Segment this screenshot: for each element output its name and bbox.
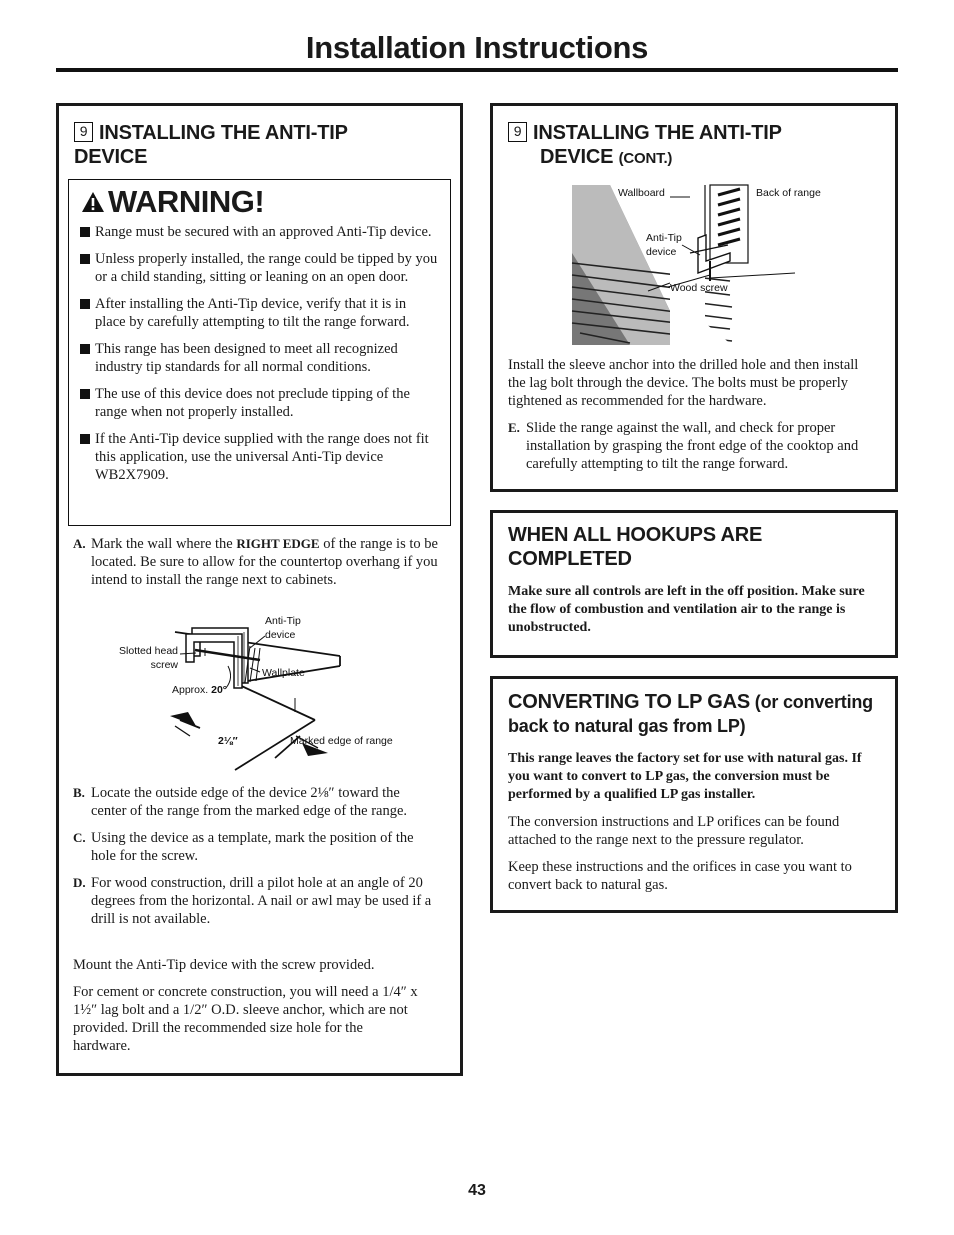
- label-anti-tip: Anti-Tip: [646, 232, 682, 244]
- label-slotted-head: Slotted head: [119, 645, 178, 657]
- step-text: For wood construction, drill a pilot hole at an angle of 20 degrees from the horizontal. A nail or awl may be used if a drill is not available.: [91, 875, 432, 927]
- warning-item: This range has been designed to meet all recognized industry tip standards for all normal conditions.: [79, 340, 439, 376]
- page-title: Installation Instructions: [305, 30, 649, 65]
- step-b: [73, 784, 438, 820]
- anti-tip-heading: [74, 121, 414, 169]
- lp-gas-bold-paragraph: This range leaves the factory set for use with natural gas. If you want to convert to LP gas, the conversion must be performed by a qualified LP gas installer.: [508, 751, 862, 802]
- step-text: Using the device as a template, mark the position of the hole for the screw.: [91, 830, 414, 864]
- warning-title: [81, 184, 264, 220]
- sleeve-anchor-paragraph: Install the sleeve anchor into the drilled hole and then install the lag bolt through the device. The bolts must be properly tightened as recommended for the hardware.: [508, 357, 859, 409]
- warning-item: The use of this device does not preclude tipping of the range when not properly installed.: [79, 385, 439, 421]
- anti-tip-cont-heading: [508, 121, 868, 171]
- label-wallplate: Wallplate: [262, 667, 305, 679]
- anti-tip-range-diagram: [570, 183, 840, 345]
- anti-tip-wall-diagram: [100, 608, 420, 778]
- label-back-of-range: Back of range: [756, 187, 821, 199]
- lp-gas-heading-main: CONVERTING TO LP GAS: [508, 691, 750, 713]
- step-d: [73, 874, 438, 928]
- label-device: device: [646, 246, 677, 258]
- label-anti-tip: Anti-Tip: [265, 615, 301, 627]
- step-a-list: [73, 535, 438, 598]
- title-rule: [56, 68, 898, 72]
- step-letter: B.: [73, 785, 85, 800]
- label-wallboard: Wallboard: [618, 187, 665, 199]
- warning-item: If the Anti-Tip device supplied with the range does not fit this application, use the universal Anti-Tip device WB2X7909.: [79, 430, 439, 484]
- steps-bcd: [73, 784, 438, 937]
- step-e: [508, 419, 878, 473]
- cement-paragraph: For cement or concrete construction, you will need a 1/4″ x 1½″ lag bolt and a 1/2″ O.D. sleeve anchor, which are not provided. Drill the recommended size hole for the hardware.: [73, 984, 418, 1054]
- label-marked-edge: Marked edge of range: [290, 735, 393, 747]
- label-approx: [172, 684, 227, 696]
- label-wood-screw: Wood screw: [670, 282, 728, 294]
- warning-box: [68, 179, 451, 526]
- step-c: [73, 829, 438, 865]
- step-letter: A.: [73, 536, 86, 551]
- warning-item: Unless properly installed, the range could be tipped by you or a child standing, sitting or leaning on an open door.: [79, 250, 439, 286]
- step-e-list: [508, 419, 878, 482]
- warning-item: After installing the Anti-Tip device, verify that it is in place by carefully attempting to tilt the range forward.: [79, 295, 439, 331]
- lp-gas-paragraph-2: The conversion instructions and LP orifices can be found attached to the range next to the pressure regulator.: [508, 814, 840, 848]
- step-a: [73, 535, 438, 589]
- step-letter: C.: [73, 830, 86, 845]
- warning-list: [79, 223, 439, 493]
- hookups-paragraph: Make sure all controls are left in the off position. Make sure the flow of combustion and ventilation air to the range is unobstructed.: [508, 584, 865, 635]
- mount-paragraph: Mount the Anti-Tip device with the screw provided.: [73, 957, 375, 973]
- page-number: 43: [468, 1182, 486, 1199]
- step-a-text-before: Mark the wall where the: [91, 536, 237, 552]
- label-device: device: [265, 629, 296, 641]
- lp-gas-paragraph-3: Keep these instructions and the orifices in case you want to convert back to natural gas.: [508, 859, 852, 893]
- step-text: Slide the range against the wall, and check for proper installation by grasping the front edge of the cooktop and carefully attempting to tilt the range forward.: [526, 420, 859, 472]
- step-a-text-after: of the range is to be located. Be sure to allow for the countertop overhang if you intend to install the range next to cabinets.: [91, 536, 438, 588]
- label-screw: screw: [150, 659, 178, 671]
- label-approx-word: Approx.: [172, 684, 212, 696]
- hookups-heading: WHEN ALL HOOKUPS ARE COMPLETED: [508, 524, 763, 570]
- warning-triangle-icon: [81, 191, 105, 213]
- section-title-line2: DEVICE: [540, 146, 614, 168]
- step-number: 9: [508, 122, 527, 142]
- step-number: 9: [74, 122, 93, 142]
- step-a-emphasis: RIGHT EDGE: [236, 536, 320, 551]
- step-text: Locate the outside edge of the device 2⅛″ toward the center of the range from the marked edge of the range.: [91, 785, 408, 819]
- warning-item: Range must be secured with an approved Anti-Tip device.: [79, 223, 439, 241]
- cont-label: (CONT.): [618, 150, 673, 167]
- lp-gas-heading-rest: (or converting back to natural gas from LP): [508, 692, 873, 736]
- step-letter: E.: [508, 420, 520, 435]
- section-title: INSTALLING THE ANTI-TIP: [533, 122, 782, 144]
- section-title: INSTALLING THE ANTI-TIP DEVICE: [74, 122, 348, 168]
- label-angle: 20°: [211, 684, 227, 696]
- lp-gas-heading: [508, 690, 888, 738]
- step-letter: D.: [73, 875, 86, 890]
- label-dimension: 2⅛″: [218, 735, 238, 747]
- warning-label: WARNING!: [108, 184, 265, 219]
